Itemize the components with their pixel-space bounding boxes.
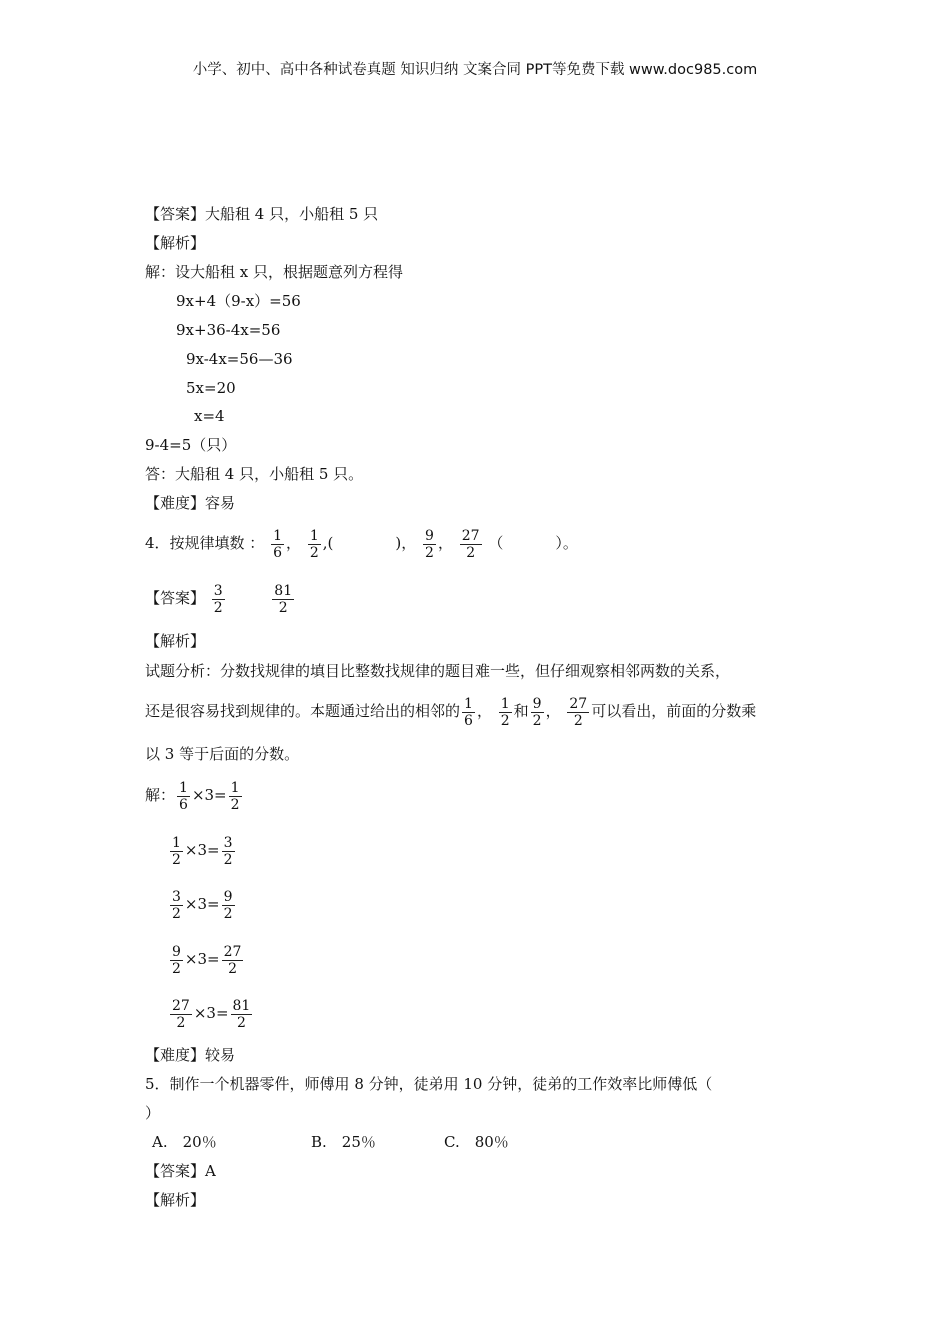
q3-after: 9-4=5（只） (145, 436, 237, 454)
q4-analysis-fraction-27-2: $\frac{27}{2}$ (569, 695, 588, 729)
q5-option-b: B. 25％ (311, 1133, 376, 1151)
q4-answer-81-2: $\frac{81}{2}$ (274, 582, 293, 616)
q4-sol-step-2: $\frac{1}{2}$ ×3= $\frac{3}{2}$ (172, 834, 233, 868)
q4-sol-step-1: 解： $\frac{1}{6}$ ×3= $\frac{1}{2}$ (145, 779, 240, 813)
q4-analysis-2: 还是很容易找到规律的。本题通过给出的相邻的 $\frac{1}{6}$ ， $\frac{1}{2}$ 和 $\frac{9}{2}$ ， $\frac{27}{2}$ 可以看出，前面的分数乘 (145, 695, 757, 729)
q4-sol-step-5: $\frac{27}{2}$ ×3= $\frac{81}{2}$ (172, 997, 251, 1031)
q4-fraction-1-2: $\frac{1}{2}$ (309, 527, 319, 561)
q3-solution-intro: 解：设大船租 x 只，根据题意列方程得 (145, 263, 403, 281)
q4-analysis-fraction-1-6: $\frac{1}{6}$ (464, 695, 473, 729)
q3-step-5: x=4 (194, 407, 225, 425)
q4-sol-step-3: $\frac{3}{2}$ ×3= $\frac{9}{2}$ (172, 888, 233, 922)
q4-question: 4．按规律填数 ： $\frac{1}{6}$ ， $\frac{1}{2}$ ,( )， $\frac{9}{2}$ ， $\frac{27}{2}$ （ ）。 (145, 527, 578, 561)
q5-question-cont: ） (145, 1104, 161, 1122)
q4-answer-label: 【答案】 (145, 589, 206, 607)
q5-option-c: C. 80％ (444, 1133, 509, 1151)
q5-option-a: A. 20％ (152, 1133, 217, 1151)
q5-analysis-label: 【解析】 (145, 1191, 206, 1209)
q4-difficulty: 【难度】较易 (145, 1046, 236, 1064)
q3-final: 答：大船租 4 只，小船租 5 只。 (145, 465, 364, 483)
q4-fraction-9-2: $\frac{9}{2}$ (425, 527, 434, 561)
q5-answer: 【答案】A (145, 1162, 216, 1180)
q4-fraction-1-6: $\frac{1}{6}$ (273, 527, 283, 561)
q3-step-2: 9x+36-4x=56 (176, 321, 281, 339)
q4-answer-3-2: $\frac{3}{2}$ (213, 582, 223, 616)
q4-question-prefix: 4．按规律填数 ： (145, 534, 265, 552)
q3-step-1: 9x+4（9-x）=56 (176, 292, 301, 310)
q4-analysis-3: 以 3 等于后面的分数。 (145, 745, 300, 763)
q4-analysis-fraction-9-2: $\frac{9}{2}$ (532, 695, 542, 729)
q4-analysis-label: 【解析】 (145, 632, 206, 650)
q4-fraction-27-2: $\frac{27}{2}$ (461, 527, 480, 561)
q4-sol-step-4: $\frac{9}{2}$ ×3= $\frac{27}{2}$ (172, 943, 242, 977)
q3-step-3: 9x-4x=56—36 (186, 350, 293, 368)
q3-analysis-label: 【解析】 (145, 234, 206, 252)
q4-answer (145, 579, 296, 617)
q4-analysis-1: 试题分析：分数找规律的填目比整数找规律的题目难一些，但仔细观察相邻两数的关系， (145, 662, 731, 680)
q5-question: 5．制作一个机器零件，师傅用 8 分钟，徒弟用 10 分钟，徒弟的工作效率比师傅低（ (145, 1075, 713, 1093)
q3-difficulty: 【难度】容易 (145, 494, 236, 512)
q4-analysis-fraction-1-2: $\frac{1}{2}$ (500, 695, 510, 729)
q3-step-4: 5x=20 (186, 379, 236, 397)
q3-answer: 【答案】大船租 4 只，小船租 5 只 (145, 205, 379, 223)
page-header: 小学、初中、高中各种试卷真题 知识归纳 文案合同 PPT等免费下载 www.doc985.com (192, 62, 758, 78)
